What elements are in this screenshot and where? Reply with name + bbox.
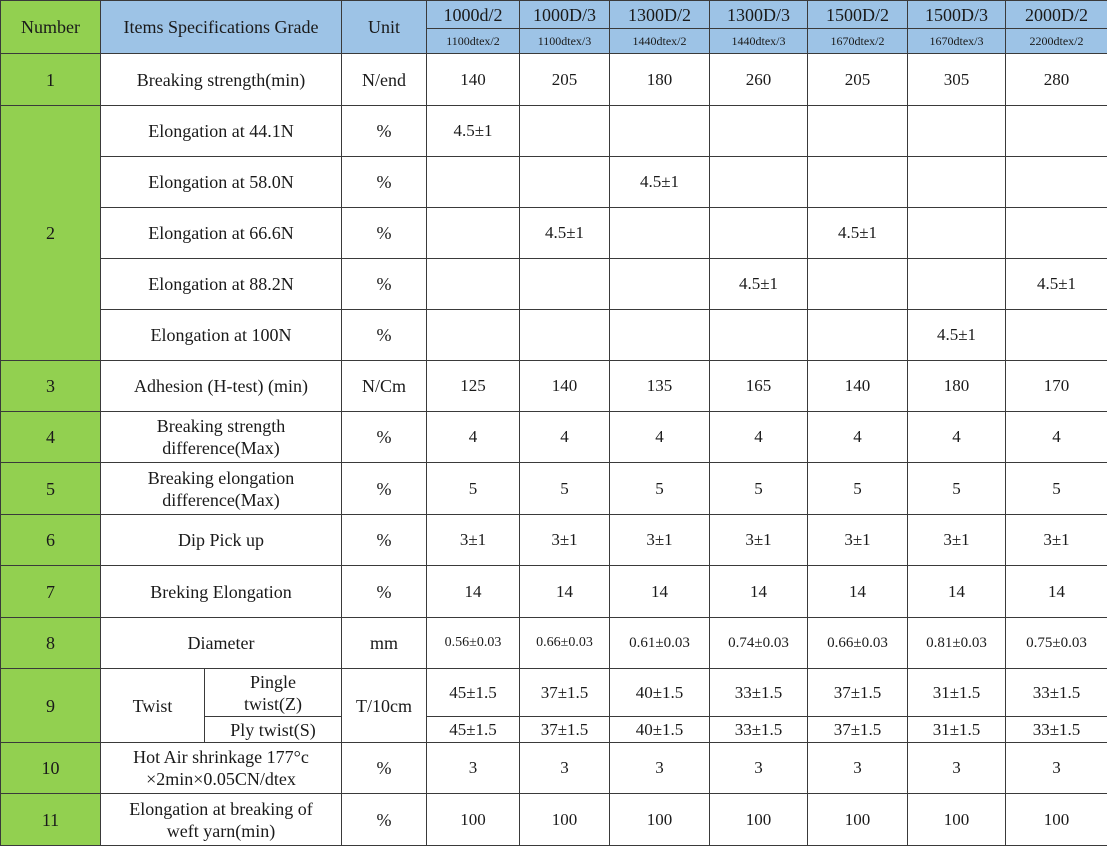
value-cell: 4.5±1 (1006, 259, 1107, 310)
value-cell (610, 106, 710, 157)
row-number: 1 (1, 54, 101, 106)
unit-cell: % (342, 106, 427, 157)
value-cell (808, 310, 908, 361)
value-cell: 14 (427, 566, 520, 618)
value-cell: 5 (610, 463, 710, 515)
table-row (1, 618, 1107, 669)
grade-header: 1000D/3 (520, 1, 610, 29)
value-cell: 100 (808, 794, 908, 846)
item-label (101, 412, 342, 463)
row-number: 10 (1, 743, 101, 794)
value-cell (427, 208, 520, 259)
item-label: Elongation at 66.6N (101, 208, 342, 259)
value-cell: 33±1.5 (1006, 717, 1107, 743)
unit-cell: T/10cm (342, 669, 427, 743)
value-cell: 0.81±0.03 (908, 618, 1006, 669)
value-cell: 4.5±1 (908, 310, 1006, 361)
value-cell: 3±1 (710, 515, 808, 566)
value-cell (520, 157, 610, 208)
value-cell: 205 (808, 54, 908, 106)
dtex-header: 1100dtex/2 (427, 29, 520, 54)
value-cell: 14 (1006, 566, 1107, 618)
value-cell (808, 106, 908, 157)
value-cell (908, 157, 1006, 208)
item-label-line: difference(Max) (162, 489, 280, 510)
value-cell: 0.66±0.03 (808, 618, 908, 669)
value-cell: 3±1 (610, 515, 710, 566)
grade-header: 1000d/2 (427, 1, 520, 29)
grade-header: 2000D/2 (1006, 1, 1107, 29)
value-cell: 33±1.5 (710, 669, 808, 717)
dtex-header: 1670dtex/2 (808, 29, 908, 54)
value-cell: 14 (610, 566, 710, 618)
item-label-line: Breaking strength (156, 416, 286, 436)
table-row (1, 669, 1107, 717)
value-cell: 0.61±0.03 (610, 618, 710, 669)
table-row (1, 412, 1107, 463)
row-number: 6 (1, 515, 101, 566)
value-cell: 37±1.5 (520, 717, 610, 743)
table-row (1, 157, 1107, 208)
header-items: Items Specifications Grade (101, 1, 342, 54)
value-cell: 205 (520, 54, 610, 106)
value-cell: 45±1.5 (427, 669, 520, 717)
row-number: 8 (1, 618, 101, 669)
unit-cell: % (342, 412, 427, 463)
value-cell: 33±1.5 (710, 717, 808, 743)
grade-header: 1500D/2 (808, 1, 908, 29)
value-cell (710, 157, 808, 208)
value-cell: 3±1 (908, 515, 1006, 566)
table-row (1, 463, 1107, 515)
unit-cell: % (342, 310, 427, 361)
value-cell: 180 (908, 361, 1006, 412)
row-number: 4 (1, 412, 101, 463)
value-cell (908, 208, 1006, 259)
table-row (1, 259, 1107, 310)
value-cell: 135 (610, 361, 710, 412)
unit-cell: % (342, 743, 427, 794)
value-cell: 4 (1006, 412, 1107, 463)
value-cell: 4 (908, 412, 1006, 463)
value-cell (908, 106, 1006, 157)
unit-cell: % (342, 566, 427, 618)
table-row (1, 794, 1107, 846)
value-cell: 14 (520, 566, 610, 618)
value-cell: 3 (520, 743, 610, 794)
item-label-line: Breaking elongation (147, 467, 295, 488)
value-cell: 4 (610, 412, 710, 463)
value-cell: 0.66±0.03 (520, 618, 610, 669)
value-cell: 14 (808, 566, 908, 618)
unit-cell: % (342, 463, 427, 515)
value-cell: 100 (908, 794, 1006, 846)
value-cell: 280 (1006, 54, 1107, 106)
value-cell (610, 310, 710, 361)
unit-cell: % (342, 208, 427, 259)
value-cell: 3 (1006, 743, 1107, 794)
value-cell: 31±1.5 (908, 669, 1006, 717)
value-cell: 260 (710, 54, 808, 106)
sub-item-label: Ply twist(S) (205, 717, 342, 743)
dtex-header: 1440dtex/2 (610, 29, 710, 54)
table-row (1, 566, 1107, 618)
table-row (1, 54, 1107, 106)
unit-cell: % (342, 515, 427, 566)
table-row (1, 743, 1107, 794)
unit-cell: mm (342, 618, 427, 669)
value-cell: 305 (908, 54, 1006, 106)
value-cell (908, 259, 1006, 310)
row-number: 9 (1, 669, 101, 743)
value-cell: 4.5±1 (427, 106, 520, 157)
value-cell: 5 (908, 463, 1006, 515)
value-cell: 140 (427, 54, 520, 106)
value-cell: 4 (427, 412, 520, 463)
value-cell: 3±1 (1006, 515, 1107, 566)
value-cell (710, 310, 808, 361)
item-label-line: weft yarn(min) (166, 820, 276, 841)
table-row (1, 106, 1107, 157)
value-cell: 125 (427, 361, 520, 412)
value-cell (1006, 208, 1107, 259)
value-cell (520, 310, 610, 361)
item-label: Elongation at 58.0N (101, 157, 342, 208)
value-cell (427, 157, 520, 208)
row-number: 3 (1, 361, 101, 412)
value-cell (1006, 106, 1107, 157)
table-row (1, 515, 1107, 566)
item-label-line: twist(Z) (244, 693, 302, 714)
item-label (101, 743, 342, 794)
value-cell: 4 (520, 412, 610, 463)
value-cell: 3 (808, 743, 908, 794)
value-cell: 3±1 (427, 515, 520, 566)
grade-header: 1500D/3 (908, 1, 1006, 29)
unit-cell: N/Cm (342, 361, 427, 412)
value-cell: 5 (808, 463, 908, 515)
row-number: 5 (1, 463, 101, 515)
row-number: 11 (1, 794, 101, 846)
dtex-header: 1100dtex/3 (520, 29, 610, 54)
unit-cell: N/end (342, 54, 427, 106)
value-cell: 170 (1006, 361, 1107, 412)
value-cell: 3±1 (520, 515, 610, 566)
item-label: Breaking strength(min) (101, 54, 342, 106)
value-cell: 5 (427, 463, 520, 515)
item-label (101, 794, 342, 846)
value-cell: 14 (710, 566, 808, 618)
grade-header: 1300D/2 (610, 1, 710, 29)
item-label-line: ×2min×0.05CN/dtex (146, 769, 296, 789)
sub-item-label (205, 669, 342, 717)
value-cell (710, 106, 808, 157)
value-cell: 4.5±1 (520, 208, 610, 259)
dtex-header: 1670dtex/3 (908, 29, 1006, 54)
grade-header: 1300D/3 (710, 1, 808, 29)
value-cell: 140 (520, 361, 610, 412)
value-cell (427, 310, 520, 361)
value-cell: 100 (610, 794, 710, 846)
value-cell (520, 106, 610, 157)
value-cell: 140 (808, 361, 908, 412)
item-label: Elongation at 88.2N (101, 259, 342, 310)
value-cell: 100 (427, 794, 520, 846)
item-label-line: difference(Max) (162, 438, 280, 458)
item-label: Breking Elongation (101, 566, 342, 618)
value-cell: 37±1.5 (520, 669, 610, 717)
value-cell: 4 (808, 412, 908, 463)
value-cell: 100 (520, 794, 610, 846)
value-cell: 37±1.5 (808, 717, 908, 743)
value-cell (710, 208, 808, 259)
unit-cell: % (342, 259, 427, 310)
item-label-line: Hot Air shrinkage 177°c (133, 747, 309, 767)
value-cell: 45±1.5 (427, 717, 520, 743)
value-cell: 37±1.5 (808, 669, 908, 717)
row-number: 7 (1, 566, 101, 618)
table-row (1, 208, 1107, 259)
value-cell: 40±1.5 (610, 669, 710, 717)
value-cell: 4.5±1 (808, 208, 908, 259)
value-cell: 4 (710, 412, 808, 463)
value-cell: 14 (908, 566, 1006, 618)
unit-cell: % (342, 794, 427, 846)
item-label-line: Elongation at breaking of (129, 798, 313, 819)
value-cell: 100 (1006, 794, 1107, 846)
table-row (1, 310, 1107, 361)
value-cell: 31±1.5 (908, 717, 1006, 743)
value-cell (1006, 310, 1107, 361)
value-cell (808, 157, 908, 208)
value-cell (1006, 157, 1107, 208)
value-cell: 4.5±1 (710, 259, 808, 310)
value-cell: 3 (908, 743, 1006, 794)
item-label: Elongation at 44.1N (101, 106, 342, 157)
row-number: 2 (1, 106, 101, 361)
value-cell: 3 (610, 743, 710, 794)
item-label-line: Pingle (249, 671, 296, 692)
unit-cell: % (342, 157, 427, 208)
value-cell (808, 259, 908, 310)
value-cell: 3 (427, 743, 520, 794)
value-cell: 5 (710, 463, 808, 515)
value-cell: 3±1 (808, 515, 908, 566)
item-label: Dip Pick up (101, 515, 342, 566)
value-cell: 100 (710, 794, 808, 846)
value-cell: 0.75±0.03 (1006, 618, 1107, 669)
value-cell: 4.5±1 (610, 157, 710, 208)
header-number: Number (1, 1, 101, 54)
item-label (101, 463, 342, 515)
value-cell: 5 (520, 463, 610, 515)
value-cell (520, 259, 610, 310)
value-cell: 33±1.5 (1006, 669, 1107, 717)
item-label: Diameter (101, 618, 342, 669)
value-cell: 0.56±0.03 (427, 618, 520, 669)
value-cell: 5 (1006, 463, 1107, 515)
item-label: Elongation at 100N (101, 310, 342, 361)
value-cell: 165 (710, 361, 808, 412)
value-cell: 0.74±0.03 (710, 618, 808, 669)
value-cell (610, 208, 710, 259)
dtex-header: 1440dtex/3 (710, 29, 808, 54)
value-cell (427, 259, 520, 310)
header-unit: Unit (342, 1, 427, 54)
value-cell: 180 (610, 54, 710, 106)
value-cell: 3 (710, 743, 808, 794)
value-cell: 40±1.5 (610, 717, 710, 743)
value-cell (610, 259, 710, 310)
item-label: Twist (101, 669, 205, 743)
table-row (1, 361, 1107, 412)
dtex-header: 2200dtex/2 (1006, 29, 1107, 54)
item-label: Adhesion (H-test) (min) (101, 361, 342, 412)
